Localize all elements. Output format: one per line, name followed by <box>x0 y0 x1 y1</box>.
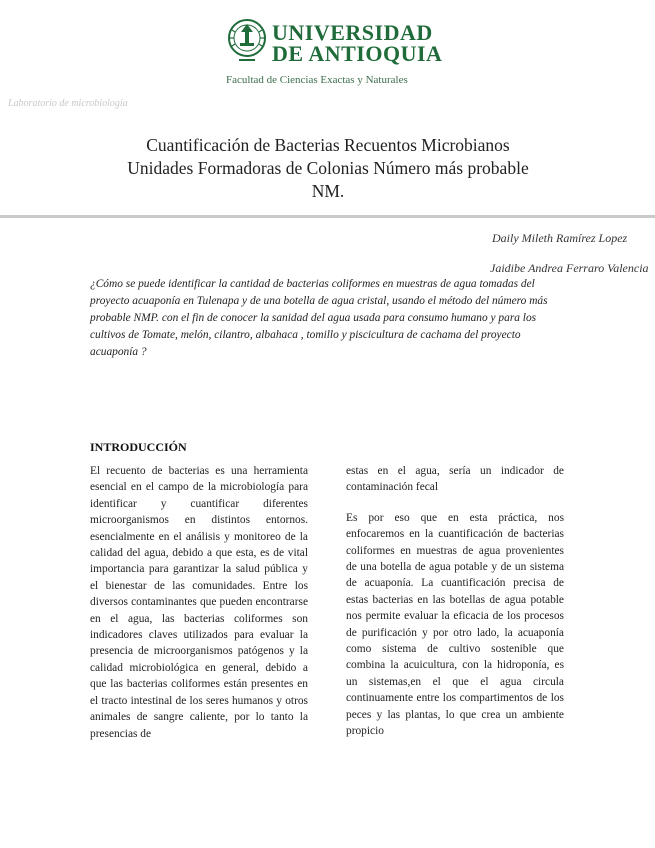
section-heading-introduction: INTRODUCCIÓN <box>90 440 187 454</box>
intro-paragraph-2: Es por eso que en esta práctica, nos enfocaremos en la cuantificación de bacterias coliformes en muestras de agua provenientes de una botella de agua potable y de un sistema de acuaponía. La cuantificación precisa de estas bacterias en las botellas de agua potable nos permite evaluar la eficacia de los procesos de purificación y por otro lado, la acuaponía como sistema de cultivo sostenible que combina la acuicultura, con la hidroponía, es un sistemas,en el que el agua circula continuamente entre los compartimentos de los peces y las plantas, lo que crea un ambiente propicio <box>346 511 564 738</box>
university-name-line2: DE ANTIOQUIA <box>272 41 443 66</box>
document-title <box>90 134 566 203</box>
author-2: Jaidibe Andrea Ferraro Valencia <box>490 261 649 275</box>
intro-left-column <box>90 463 308 742</box>
title-line-2: Unidades Formadoras de Colonias Número más probable <box>127 158 529 178</box>
title-line-1: Cuantificación de Bacterias Recuentos Microbianos <box>146 135 510 155</box>
author-1: Daily Mileth Ramírez Lopez <box>492 231 628 245</box>
title-line-3: NM. <box>311 181 345 201</box>
lab-label: Laboratorio de microbiología <box>8 98 128 109</box>
university-name-line1: UNIVERSIDAD <box>272 20 433 45</box>
research-question: ¿Cómo se puede identificar la cantidad de bacterias coliformes en muestras de agua tomadas del proyecto acuaponía en Tulenapa y de una botella de agua cristal, usando el método del número más probable NMP. con el fin de conocer la sanidad del agua usada para consumo humano y para los cultivos de Tomate, melón, cilantro, albahaca , tomillo y piscicultura de cachama del proyecto acuaponía ? <box>90 278 548 358</box>
faculty-name: Facultad de Ciencias Exactas y Naturales <box>226 74 408 86</box>
university-seal-icon <box>226 16 268 66</box>
intro-right-column <box>346 463 564 740</box>
intro-paragraph-continuation: estas en el agua, sería un indicador de contaminación fecal <box>346 465 564 494</box>
header-divider <box>0 215 655 218</box>
intro-paragraph-1: El recuento de bacterias es una herramienta esencial en el campo de la microbiología para identificar y cuantificar diferentes microorganismos en distintos entornos. esencialmente en el análisis y monitoreo de la calidad del agua, debido a que esta, es de vital importancia para garantizar la salud pública y el bienestar de las comunidades. Entre los diversos contaminantes que pueden encontrarse en el agua, las bacterias coliformes son indicadores claves utilizados para evaluar la presencia de microorganismos patógenos y la calidad microbiológica en general, debido a que las bacterias coliformes están presentes en el tracto intestinal de los seres humanos y otros animales de sangre caliente, por lo tanto la presencias de <box>90 465 308 740</box>
